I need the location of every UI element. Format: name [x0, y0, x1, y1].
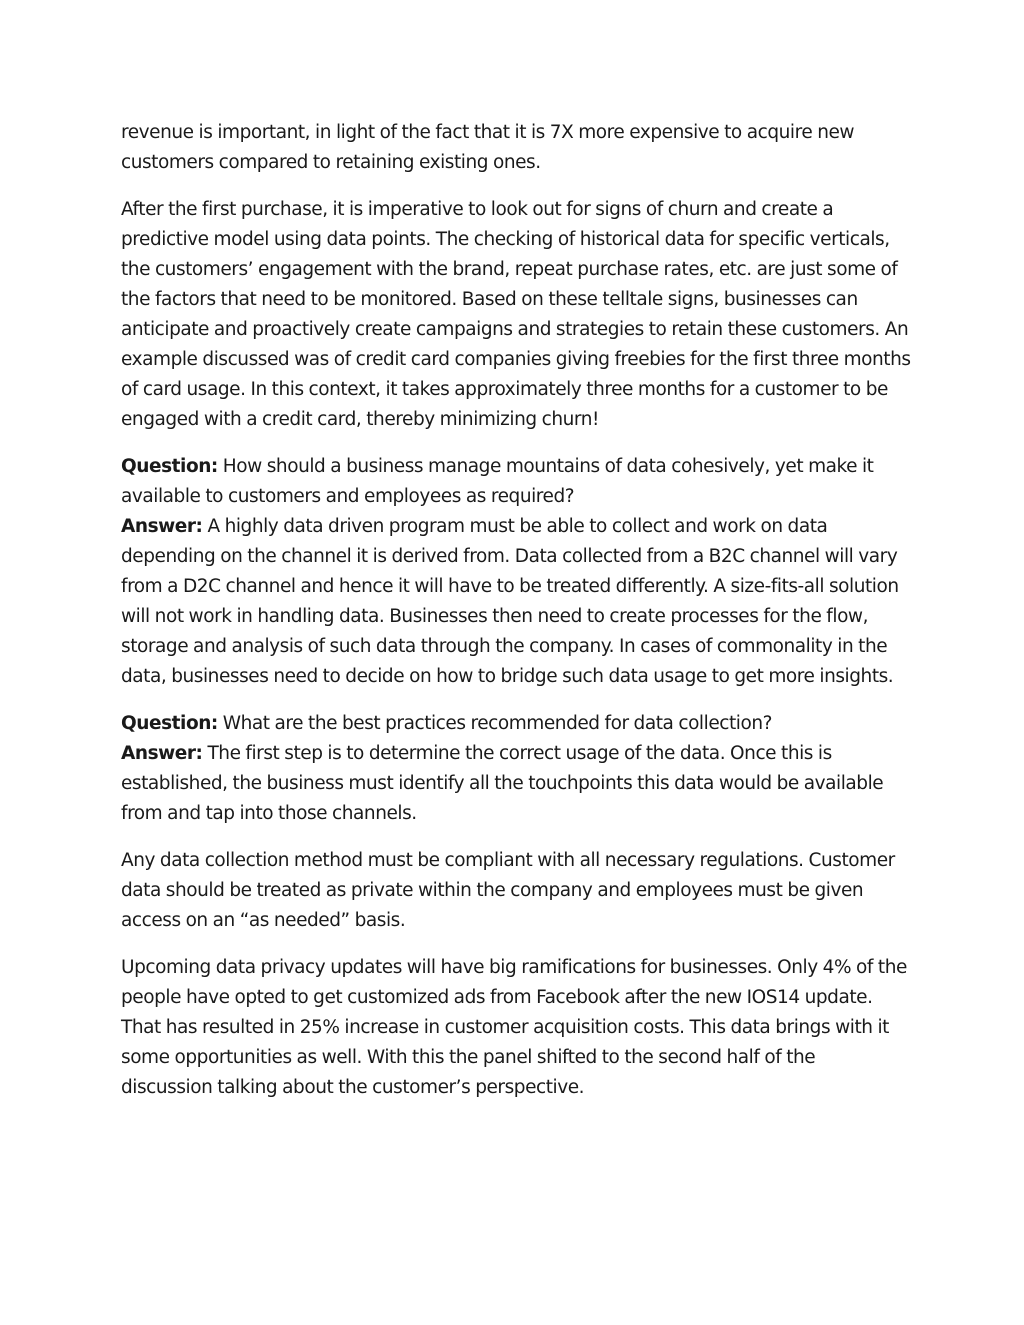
answer-text: The first step is to determine the correct usage of the data. Once this is established, the business must identify all the touchpoints this data would be available from and tap into those channels.	[121, 743, 884, 824]
question	[121, 452, 911, 512]
question-text: How should a business manage mountains of data cohesively, yet make it available to customers and employees as required?	[121, 456, 874, 507]
paragraph: After the first purchase, it is imperative to look out for signs of churn and create a predictive model using data points. The checking of historical data for specific verticals, the customers’ engagement with the brand, repeat purchase rates, etc. are just some of the factors that need to be monitored. Based on these telltale signs, businesses can anticipate and proactively create campaigns and strategies to retain these customers. An example discussed was of credit card companies giving freebies for the first three months of card usage. In this context, it takes approximately three months for a customer to be engaged with a credit card, thereby minimizing churn!	[121, 199, 911, 430]
question-text: What are the best practices recommended for data collection?	[217, 713, 772, 734]
answer	[121, 739, 911, 829]
document-body	[121, 118, 911, 1120]
question-label: Question:	[121, 713, 218, 734]
qa-block	[121, 452, 911, 692]
answer-label: Answer:	[121, 516, 203, 537]
paragraph: Upcoming data privacy updates will have big ramifications for businesses. Only 4% of the people have opted to get customized ads from Facebook after the new IOS14 update. That has resulted in 25% increase in customer acquisition costs. This data brings with it some opportunities as well. With this the panel shifted to the second half of the discussion talking about the customer’s perspective.	[121, 957, 907, 1098]
paragraph: Any data collection method must be compliant with all necessary regulations. Customer data should be treated as private within the company and employees must be given access on an “as needed” basis.	[121, 850, 895, 931]
paragraph: revenue is important, in light of the fact that it is 7X more expensive to acquire new customers compared to retaining existing ones.	[121, 122, 855, 173]
question	[121, 709, 911, 739]
answer	[121, 512, 911, 692]
qa-block	[121, 709, 911, 829]
answer-text: A highly data driven program must be able to collect and work on data depending on the channel it is derived from. Data collected from a B2C channel will vary from a D2C channel and hence it will have to be treated differently. A size-fits-all solution will not work in handling data. Businesses then need to create processes for the flow, storage and analysis of such data through the company. In cases of commonality in the data, businesses need to decide on how to bridge such data usage to get more insights.	[121, 516, 899, 687]
answer-label: Answer:	[121, 743, 203, 764]
question-label: Question:	[121, 456, 218, 477]
